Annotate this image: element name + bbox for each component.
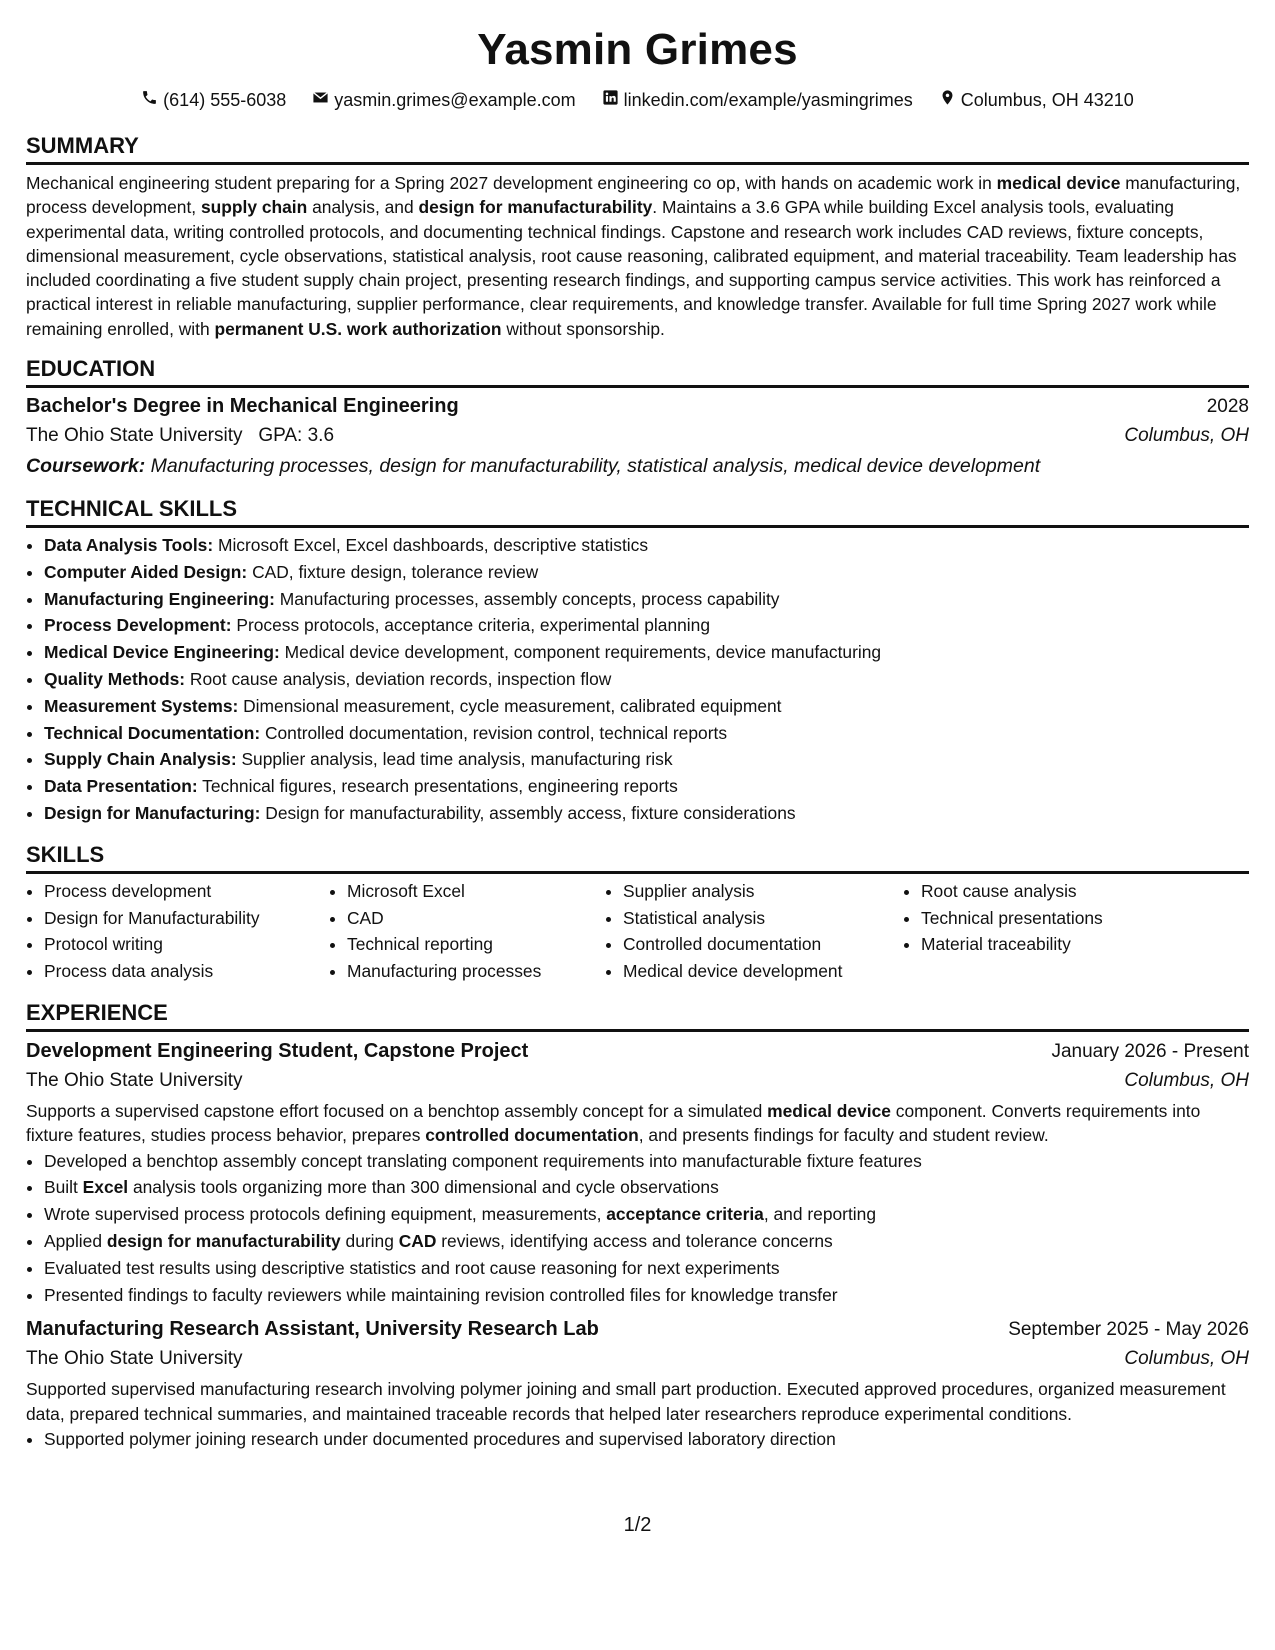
job-entry-1 — [26, 1036, 1249, 1308]
job-title: Manufacturing Research Assistant, University Research Lab — [26, 1318, 599, 1341]
list-item: • Protocol writing — [44, 931, 329, 958]
graduation-year: 2028 — [1206, 396, 1249, 418]
linkedin-text[interactable]: linkedin.com/example/yasmingrimes — [623, 90, 913, 110]
school-location: Columbus, OH — [1124, 425, 1249, 447]
list-item: • Microsoft Excel — [347, 878, 605, 905]
skills-section — [26, 841, 1249, 985]
summary-section — [26, 132, 1249, 341]
page-number: 1/2 — [623, 1514, 652, 1536]
gpa: GPA: 3.6 — [258, 425, 335, 447]
phone-text: (614) 555-6038 — [163, 90, 287, 110]
list-item: • Root cause analysis — [921, 878, 1221, 905]
job-title-row — [26, 1036, 1249, 1066]
contact-email[interactable] — [312, 88, 575, 112]
job-description: Supported supervised manufacturing research involving polymer joining and small part production. Executed approved procedures, organized measurement data, prepared technical summaries, and maintained traceable records that helped later researchers reproduce experimental conditions. — [26, 1379, 1226, 1424]
list-item: • Data Analysis Tools: Microsoft Excel, Excel dashboards, descriptive statistics — [44, 532, 1249, 559]
list-item: • Computer Aided Design: CAD, fixture design, tolerance review — [44, 559, 1249, 586]
job-organization: The Ohio State University — [26, 1348, 243, 1370]
list-item: • Medical device development — [623, 958, 903, 985]
job-description: Supports a supervised capstone effort focused on a benchtop assembly concept for a simulated medical device component. Converts requirements into fixture features, studies process behavior, prepares controlled documentation, and presents findings for faculty and student review. — [26, 1101, 1201, 1146]
job-location: Columbus, OH — [1124, 1348, 1249, 1370]
job-org-row — [26, 1066, 1249, 1096]
list-item: • Statistical analysis — [623, 905, 903, 932]
technical-skills-section — [26, 495, 1249, 827]
education-school-row — [26, 421, 1249, 451]
job-bullets — [26, 1426, 1249, 1453]
list-item: • Manufacturing processes — [347, 958, 605, 985]
list-item: • Material traceability — [921, 931, 1221, 958]
list-item: • Built Excel analysis tools organizing more than 300 dimensional and cycle observations — [44, 1174, 1249, 1201]
job-title-row — [26, 1314, 1249, 1344]
envelope-icon — [312, 88, 329, 112]
list-item: • Controlled documentation — [623, 931, 903, 958]
degree-title: Bachelor's Degree in Mechanical Engineering — [26, 395, 459, 418]
list-item: • Medical Device Engineering: Medical device development, component requirements, device manufacturing — [44, 639, 1249, 666]
education-degree-row — [26, 392, 1249, 421]
list-item: • Supported polymer joining research under documented procedures and supervised laboratory direction — [44, 1426, 1249, 1453]
technical-skills-list — [26, 532, 1249, 827]
experience-section — [26, 999, 1249, 1453]
coursework: Coursework: Manufacturing processes, design for manufacturability, statistical analysis, medical device development — [26, 455, 1041, 478]
skills-column-2 — [329, 878, 605, 985]
job-dates: September 2025 - May 2026 — [1008, 1319, 1249, 1341]
list-item: • Technical presentations — [921, 905, 1221, 932]
skills-column-1 — [26, 878, 329, 985]
summary-text: Mechanical engineering student preparing for a Spring 2027 development engineering co op, with hands on academic work in medical device manufacturing, process development, supply chain analysis, and design for manufacturability. Maintains a 3.6 GPA while building Excel analysis tools, evaluating experimental data, writing controlled protocols, and documenting technical findings. Capstone and research work includes CAD reviews, fixture concepts, dimensional measurement, cycle observations, statistical analysis, root cause reasoning, calibrated equipment, and material traceability. Team leadership has included coordinating a five student supply chain project, presenting research findings, and supporting campus service activities. This work has reinforced a practical interest in reliable manufacturing, supplier performance, clear requirements, and knowledge transfer. Available for full time Spring 2027 work while remaining enrolled, with permanent U.S. work authorization without sponsorship. — [26, 173, 1241, 339]
list-item: • Design for Manufacturability — [44, 905, 329, 932]
list-item: • Manufacturing Engineering: Manufacturing processes, assembly concepts, process capability — [44, 586, 1249, 613]
map-pin-icon — [939, 88, 956, 112]
technical-skills-heading: TECHNICAL SKILLS — [26, 495, 1249, 528]
list-item: • Quality Methods: Root cause analysis, deviation records, inspection flow — [44, 666, 1249, 693]
list-item: • Supplier analysis — [623, 878, 903, 905]
list-item: • Design for Manufacturing: Design for manufacturability, assembly access, fixture considerations — [44, 800, 1249, 827]
list-item: • Supply Chain Analysis: Supplier analysis, lead time analysis, manufacturing risk — [44, 746, 1249, 773]
list-item: • Process development — [44, 878, 329, 905]
contact-linkedin[interactable] — [602, 88, 913, 112]
linkedin-icon — [602, 88, 619, 112]
job-dates: January 2026 - Present — [1051, 1041, 1249, 1063]
list-item: • CAD — [347, 905, 605, 932]
summary-heading: SUMMARY — [26, 132, 1249, 165]
job-organization: The Ohio State University — [26, 1070, 243, 1092]
skills-column-3 — [605, 878, 903, 985]
list-item: • Developed a benchtop assembly concept translating component requirements into manufacturable fixture features — [44, 1148, 1249, 1175]
list-item: • Wrote supervised process protocols defining equipment, measurements, acceptance criteria, and reporting — [44, 1201, 1249, 1228]
list-item: • Applied design for manufacturability during CAD reviews, identifying access and tolerance concerns — [44, 1228, 1249, 1255]
location-text: Columbus, OH 43210 — [960, 90, 1134, 110]
phone-icon — [141, 88, 158, 112]
skills-heading: SKILLS — [26, 841, 1249, 874]
list-item: • Data Presentation: Technical figures, research presentations, engineering reports — [44, 773, 1249, 800]
school-name: The Ohio State University GPA: 3.6 — [26, 425, 335, 447]
job-title: Development Engineering Student, Capstone Project — [26, 1040, 529, 1063]
candidate-name: Yasmin Grimes — [477, 25, 798, 74]
job-location: Columbus, OH — [1124, 1070, 1249, 1092]
experience-heading: EXPERIENCE — [26, 999, 1249, 1032]
list-item: • Technical Documentation: Controlled documentation, revision control, technical reports — [44, 720, 1249, 747]
list-item: • Process data analysis — [44, 958, 329, 985]
email-text[interactable]: yasmin.grimes@example.com — [334, 90, 576, 110]
list-item: • Presented findings to faculty reviewers while maintaining revision controlled files for knowledge transfer — [44, 1282, 1249, 1309]
list-item: • Evaluated test results using descriptive statistics and root cause reasoning for next experiments — [44, 1255, 1249, 1282]
job-entry-2 — [26, 1314, 1249, 1452]
job-org-row — [26, 1344, 1249, 1374]
contact-bar — [26, 88, 1249, 112]
list-item: • Technical reporting — [347, 931, 605, 958]
education-section — [26, 355, 1249, 481]
contact-location — [939, 88, 1134, 112]
skills-grid — [26, 878, 1249, 985]
education-heading: EDUCATION — [26, 355, 1249, 388]
job-bullets — [26, 1148, 1249, 1309]
skills-column-4 — [903, 878, 1221, 985]
list-item: • Process Development: Process protocols, acceptance criteria, experimental planning — [44, 612, 1249, 639]
list-item: • Measurement Systems: Dimensional measurement, cycle measurement, calibrated equipment — [44, 693, 1249, 720]
contact-phone — [141, 88, 286, 112]
